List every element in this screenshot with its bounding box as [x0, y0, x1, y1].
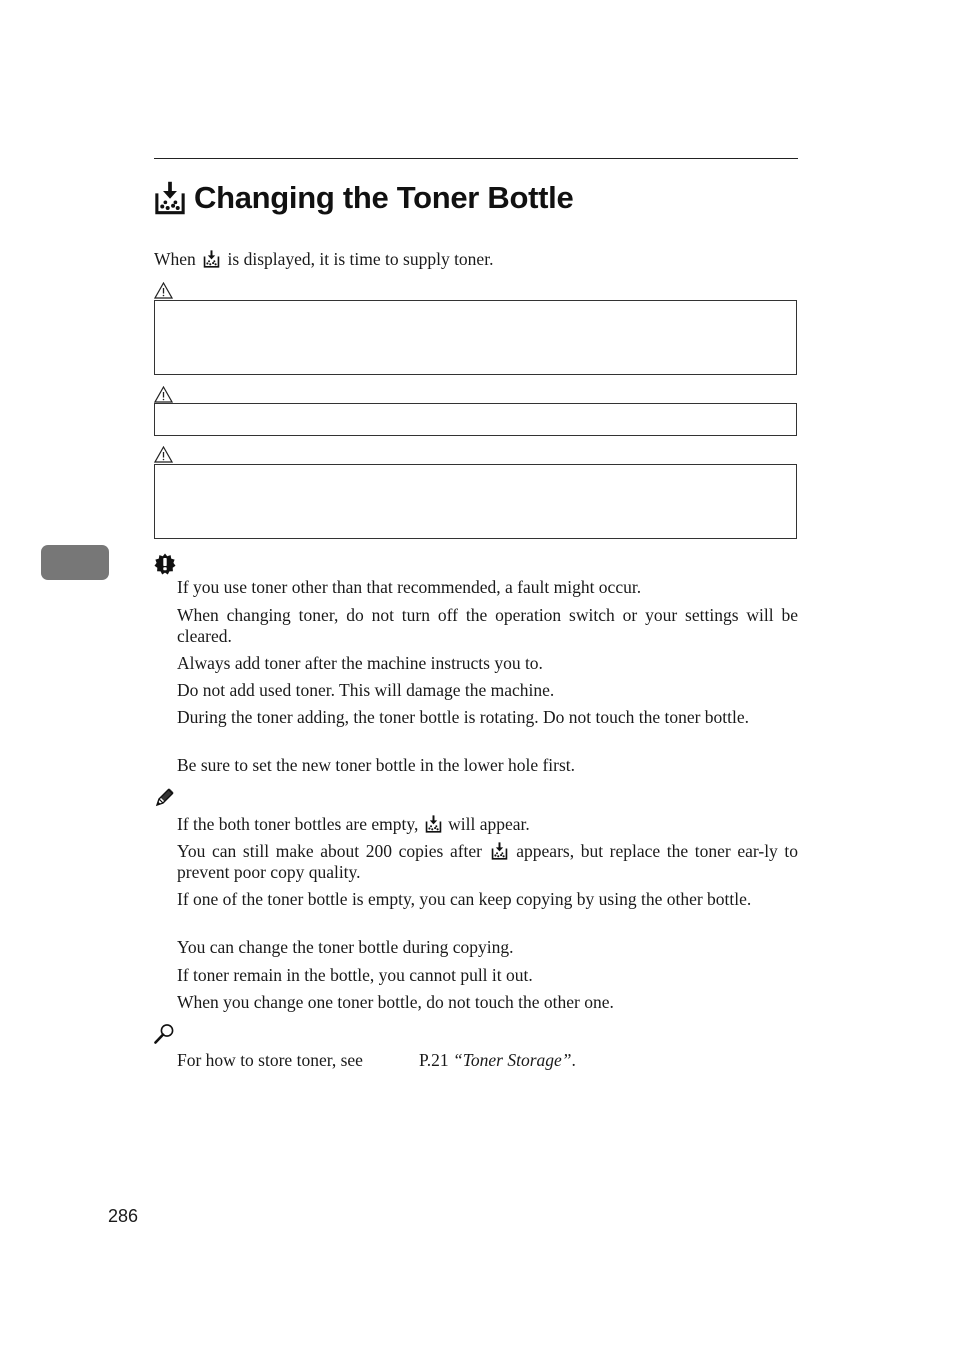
note-item: When you change one toner bottle, do not touch the other one. — [177, 992, 614, 1012]
note-item — [177, 841, 798, 882]
important-item: Always add toner after the machine instructs you to. — [177, 653, 543, 673]
page-number: 286 — [108, 1206, 139, 1226]
intro-text-end: is displayed, it is time to supply toner. — [227, 249, 494, 269]
note-text: If the both toner bottles are empty, — [177, 814, 419, 834]
reference-link[interactable] — [419, 1050, 576, 1071]
page-title-text: Changing the Toner Bottle — [194, 180, 574, 215]
intro-text-start: When — [154, 249, 196, 269]
important-icon — [154, 553, 176, 575]
reference-title: “Toner Storage” — [453, 1050, 572, 1070]
important-item: Be sure to set the new toner bottle in the lower hole first. — [177, 755, 576, 775]
important-item: Do not add used toner. This will damage the machine. — [177, 680, 555, 700]
reference-page: P.21 — [419, 1050, 449, 1070]
important-item: During the toner adding, the toner bottle is rotating. Do not touch the toner bottle. — [177, 707, 750, 727]
intro-text — [154, 249, 493, 270]
note-text: appears, but replace the toner ear-ly to prevent poor copy quality. — [177, 841, 799, 882]
important-item: When changing toner, do not turn off the operation switch or your settings will be cleared. — [177, 605, 798, 646]
reference-text: For how to store toner, see — [177, 1050, 363, 1070]
reference-end: . — [571, 1050, 576, 1070]
warning-box-1 — [154, 300, 797, 375]
magnifier-reference-icon — [154, 1023, 175, 1044]
toner-bottle-icon — [154, 181, 186, 215]
warning-triangle-icon — [154, 282, 173, 299]
toner-bottle-icon — [203, 250, 220, 268]
header-rule — [154, 158, 798, 159]
note-text: will appear. — [448, 814, 530, 834]
page-title — [154, 180, 798, 216]
chapter-tab — [41, 545, 109, 580]
pencil-note-icon — [154, 788, 174, 808]
important-item: If you use toner other than that recommended, a fault might occur. — [177, 577, 642, 597]
toner-bottle-icon — [425, 815, 442, 833]
note-item: If one of the toner bottle is empty, you can keep copying by using the other bottle. — [177, 889, 752, 909]
note-item: If toner remain in the bottle, you cannot pull it out. — [177, 965, 533, 985]
note-item: You can change the toner bottle during copying. — [177, 937, 514, 957]
note-text: You can still make about 200 copies after — [177, 841, 483, 861]
warning-box-3 — [154, 464, 797, 539]
toner-bottle-icon — [491, 842, 508, 860]
warning-triangle-icon — [154, 446, 173, 463]
note-item — [177, 814, 798, 835]
warning-box-2 — [154, 403, 797, 436]
warning-triangle-icon — [154, 386, 173, 403]
